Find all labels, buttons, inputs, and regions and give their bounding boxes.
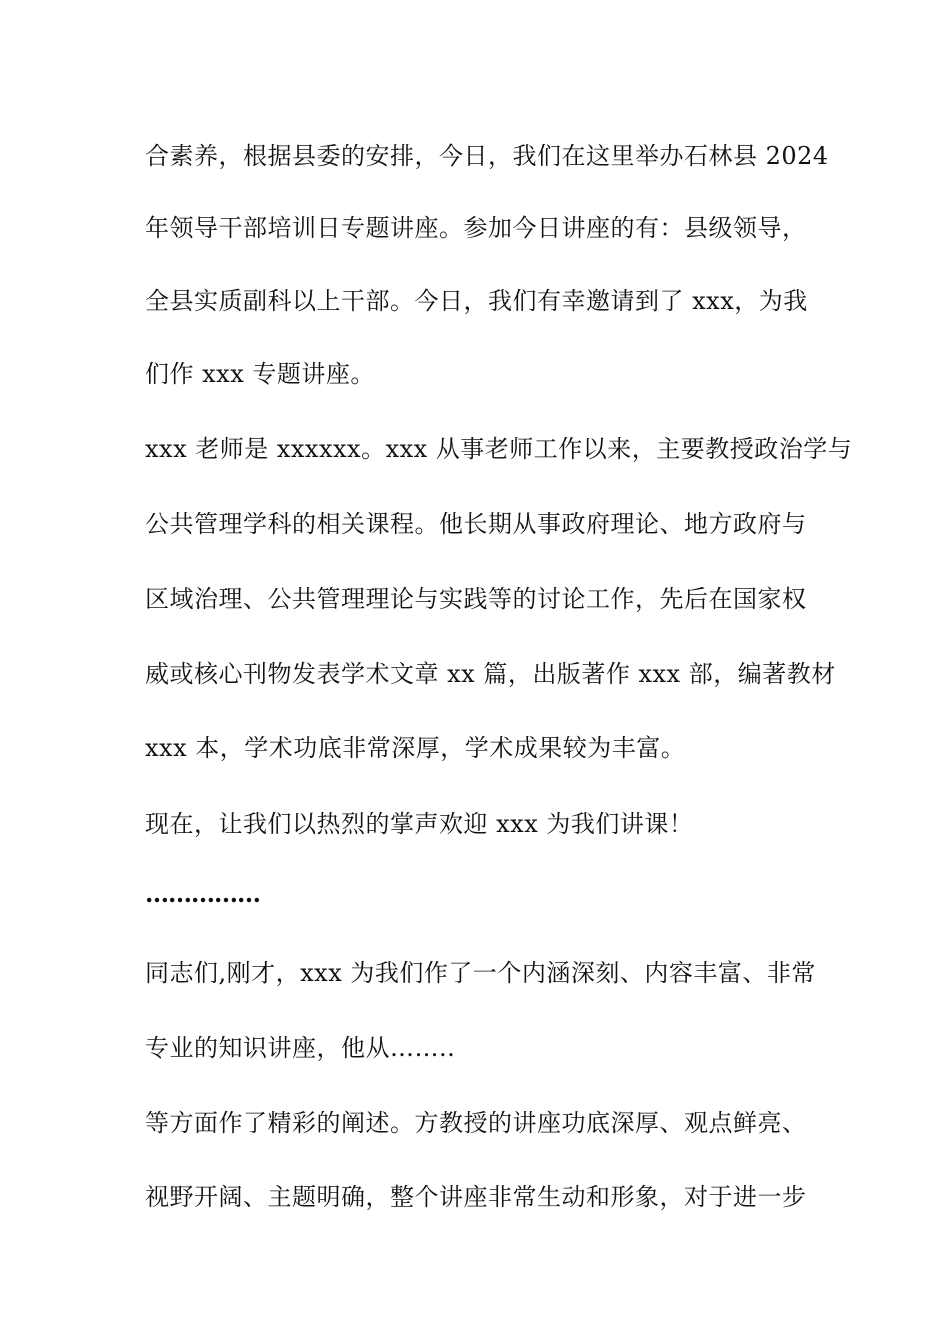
text-line-3: 全县实质副科以上干部。今日，我们有幸邀请到了 xxx，为我 xyxy=(145,287,808,315)
text-line-2: 年领导干部培训日专题讲座。参加今日讲座的有：县级领导， xyxy=(145,214,807,242)
text-line-5: xxx 老师是 xxxxxx。xxx 从事老师工作以来，主要教授政治学与 xyxy=(145,435,853,463)
text-line-7: 区域治理、公共管理理论与实践等的讨论工作，先后在国家权 xyxy=(145,585,807,613)
text-line-6: 公共管理学科的相关课程。他长期从事政府理论、地方政府与 xyxy=(145,510,807,538)
text-line-12: 同志们,刚才，xxx 为我们作了一个内涵深刻、内容丰富、非常 xyxy=(145,959,816,987)
text-line-8: 威或核心刊物发表学术文章 xx 篇，出版著作 xxx 部，编著教材 xyxy=(145,660,836,688)
text-line-14: 等方面作了精彩的阐述。方教授的讲座功底深厚、观点鲜亮、 xyxy=(145,1109,807,1137)
ellipsis-separator: …………… xyxy=(145,879,260,908)
text-line-15: 视野开阔、主题明确，整个讲座非常生动和形象，对于进一步 xyxy=(145,1183,807,1211)
text-line-9: xxx 本，学术功底非常深厚，学术成果较为丰富。 xyxy=(145,734,686,762)
text-line-4: 们作 xxx 专题讲座。 xyxy=(145,360,375,388)
text-line-10: 现在，让我们以热烈的掌声欢迎 xxx 为我们讲课！ xyxy=(145,810,694,838)
text-line-13: 专业的知识讲座，他从…….. xyxy=(145,1034,456,1062)
text-line-1: 合素养，根据县委的安排，今日，我们在这里举办石林县 2024 xyxy=(145,142,829,170)
